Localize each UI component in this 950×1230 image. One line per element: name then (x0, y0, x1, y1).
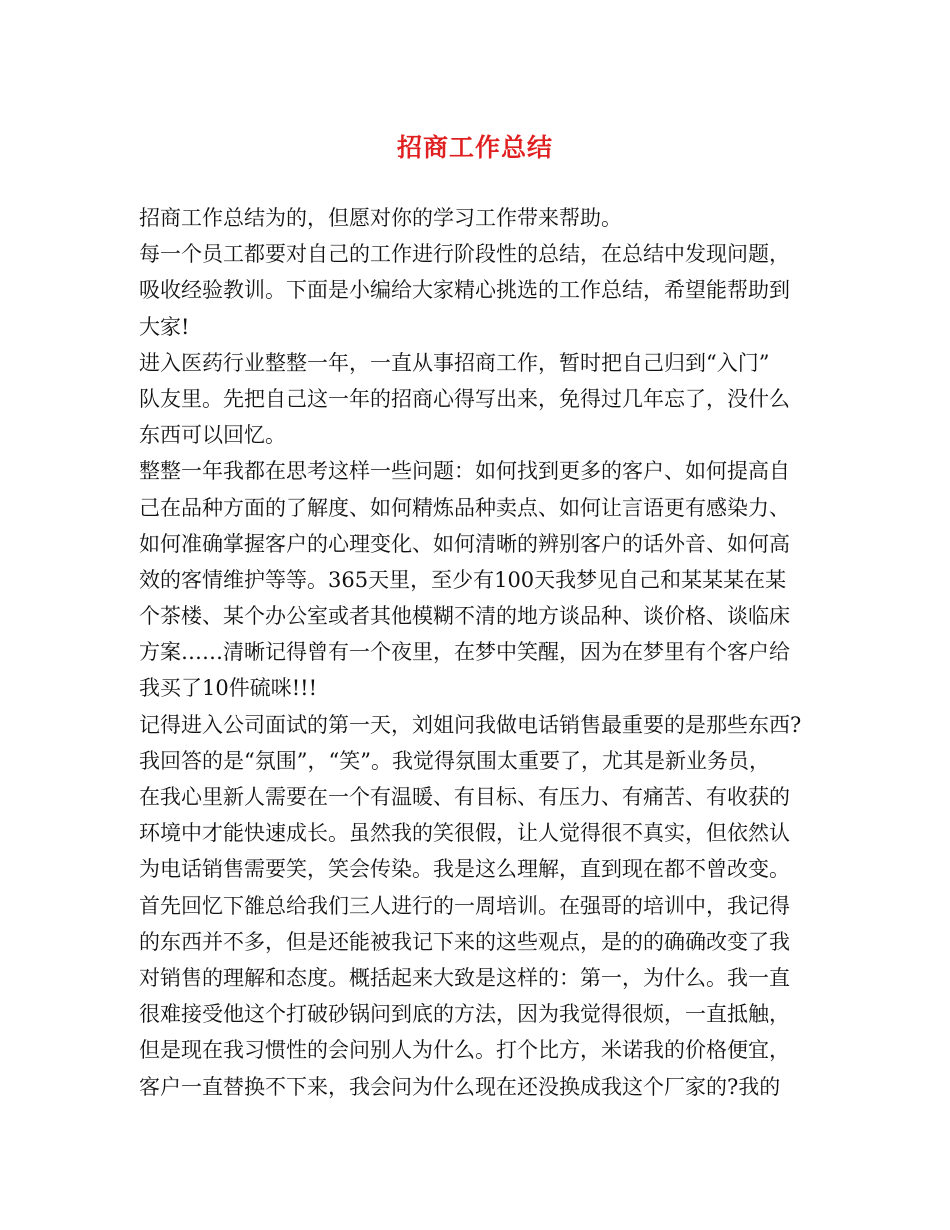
text-line: 但是现在我习惯性的会问别人为什么。打个比方，米诺我的价格便宜， (139, 1038, 790, 1063)
text-line: 很难接受他这个打破砂锅问到底的方法，因为我觉得很烦，一直抵触， (139, 1002, 790, 1027)
text-line: 队友里。先把自己这一年的招商心得写出来，免得过几年忘了，没什么 (139, 386, 790, 411)
text-line: 东西可以回忆。 (139, 423, 286, 448)
text-line: 为电话销售需要笑，笑会传染。我是这么理解，直到现在都不曾改变。 (139, 857, 790, 882)
text-line: 客户一直替换不下来，我会问为什么现在还没换成我这个厂家的?我的 (139, 1074, 781, 1099)
text-line: 对销售的理解和态度。概括起来大致是这样的：第一，为什么。我一直 (139, 965, 790, 990)
text-line: 每一个员工都要对自己的工作进行阶段性的总结，在总结中发现问题， (139, 242, 790, 267)
text-line: 在我心里新人需要在一个有温暖、有目标、有压力、有痛苦、有收获的 (139, 785, 790, 809)
text-line: 招商工作总结为的，但愿对你的学习工作带来帮助。 (139, 206, 622, 230)
text-line: 记得进入公司面试的第一天，刘姐问我做电话销售最重要的是那些东西? (139, 712, 802, 737)
document-body (139, 200, 815, 1105)
text-line: 吸收经验教训。下面是小编给大家精心挑选的工作总结，希望能帮助到 (139, 278, 790, 303)
text-line: 我回答的是“氛围”，“笑”。我觉得氛围太重要了，尤其是新业务员， (139, 748, 770, 773)
text-line: 大家! (139, 314, 190, 339)
text-line: 个茶楼、某个办公室或者其他模糊不清的地方谈品种、谈价格、谈临床 (139, 604, 790, 629)
document-title: 招商工作总结 (396, 133, 553, 162)
text-line: 效的客情维护等等。365天里，至少有100天我梦见自己和某某某在某 (139, 567, 787, 592)
text-line: 己在品种方面的了解度、如何精炼品种卖点、如何让言语更有感染力、 (139, 495, 790, 520)
text-line: 方案……清晰记得曾有一个夜里，在梦中笑醒，因为在梦里有个客户给 (139, 640, 790, 665)
text-line: 进入医药行业整整一年，一直从事招商工作，暂时把自己归到“入门” (139, 350, 770, 375)
text-line: 我买了10件硫咪!!! (139, 676, 318, 701)
text-line: 整整一年我都在思考这样一些问题：如何找到更多的客户、如何提高自 (139, 459, 790, 484)
text-line: 首先回忆下雒总给我们三人进行的一周培训。在强哥的培训中，我记得 (139, 893, 790, 918)
text-line: 如何准确掌握客户的心理变化、如何清晰的辨别客户的话外音、如何高 (139, 531, 790, 556)
text-line: 的东西并不多，但是还能被我记下来的这些观点，是的的确确改变了我 (139, 929, 790, 954)
text-line: 环境中才能快速成长。虽然我的笑很假，让人觉得很不真实，但依然认 (139, 821, 790, 846)
